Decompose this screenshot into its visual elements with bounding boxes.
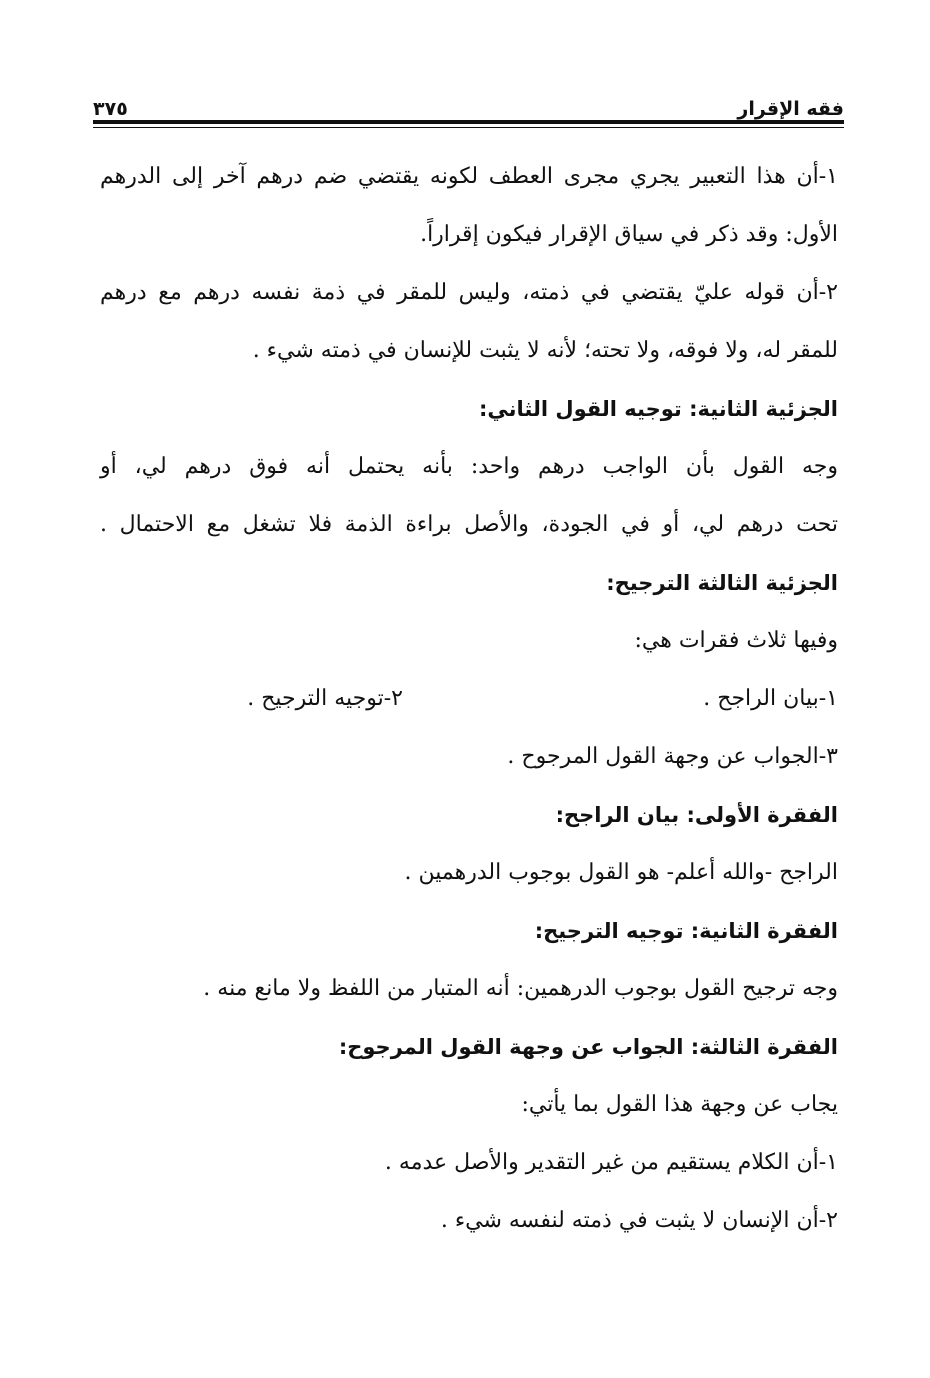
section-heading: الجزئية الثالثة الترجيح: (606, 571, 838, 595)
list-item: ١-أن الكلام يستقيم من غير التقدير والأصل عدمه . (384, 1150, 838, 1175)
paragraph-line: ٢-أن قوله عليّ يقتضي في ذمته، وليس للمقر في ذمة نفسه درهم مع درهم (100, 280, 838, 305)
section-heading: الجزئية الثانية: توجيه القول الثاني: (479, 397, 838, 421)
header-rule-thin (93, 127, 844, 128)
paragraph-line: الأول: وقد ذكر في سياق الإقرار فيكون إقراراً. (420, 222, 838, 247)
section-heading: الفقرة الثانية: توجيه الترجيح: (534, 919, 838, 943)
section-heading: الفقرة الثالثة: الجواب عن وجهة القول المرجوح: (338, 1035, 838, 1059)
paragraph-line: وجه ترجيح القول بوجوب الدرهمين: أنه المتبار من اللفظ ولا مانع منه . (203, 976, 838, 1001)
paragraph-line: وجه القول بأن الواجب درهم واحد: بأنه يحتمل أنه فوق درهم لي، أو (100, 454, 838, 479)
list-item: ٣-الجواب عن وجهة القول المرجوح . (507, 744, 838, 769)
page-body (100, 148, 838, 1250)
paragraph-line: تحت درهم لي، أو في الجودة، والأصل براءة الذمة فلا تشغل مع الاحتمال . (100, 512, 838, 537)
section-heading: الفقرة الأولى: بيان الراجح: (555, 803, 838, 827)
paragraph-line: وفيها ثلاث فقرات هي: (634, 628, 838, 653)
paragraph-line: ١-أن هذا التعبير يجري مجرى العطف لكونه يقتضي ضم درهم آخر إلى الدرهم (100, 164, 838, 189)
paragraph-line: الراجح -والله أعلم- هو القول بوجوب الدرهمين . (404, 860, 838, 885)
list-item: ٢-أن الإنسان لا يثبت في ذمته لنفسه شيء . (440, 1208, 838, 1233)
page-number: ٣٧٥ (93, 98, 128, 120)
list-item: ١-بيان الراجح . (703, 686, 838, 711)
header-title: فقه الإقرار (737, 98, 844, 120)
list-row (100, 670, 838, 728)
paragraph-line: يجاب عن وجهة هذا القول بما يأتي: (521, 1092, 838, 1117)
list-item: ٢-توجيه الترجيح . (247, 686, 403, 711)
header-rule-thick (93, 120, 844, 124)
running-header (93, 82, 844, 120)
paragraph-line: للمقر له، ولا فوقه، ولا تحته؛ لأنه لا يثبت للإنسان في ذمته شيء . (252, 338, 838, 363)
